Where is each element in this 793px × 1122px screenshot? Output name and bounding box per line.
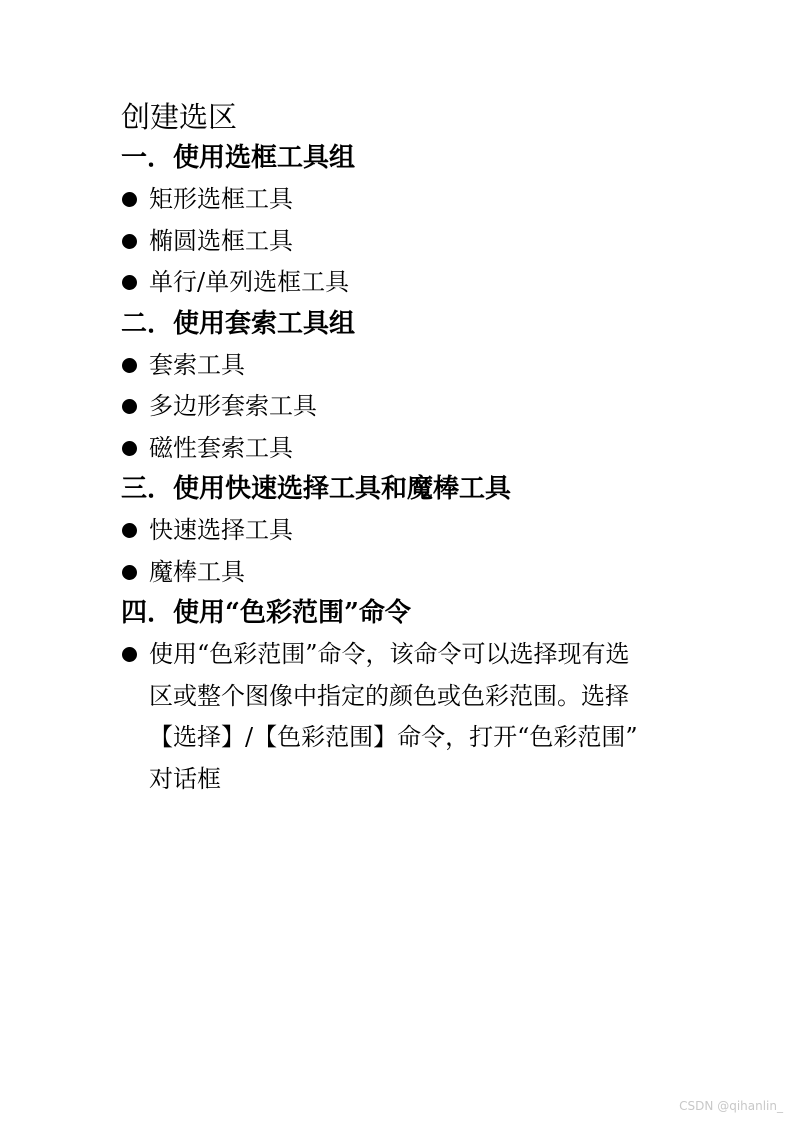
bullet-icon: [122, 523, 137, 538]
section-color-range: [121, 593, 681, 800]
list-item-text: 多边形套索工具: [149, 392, 317, 420]
section-heading: 一．使用选框工具组: [121, 143, 356, 173]
bullet-icon: [122, 441, 137, 456]
list-item: [121, 510, 681, 552]
bullet-icon: [122, 234, 137, 249]
list-item: [121, 179, 681, 221]
list-item: [121, 262, 681, 304]
bullet-list: [121, 345, 681, 470]
list-item: [121, 552, 681, 594]
document-body: [121, 96, 681, 800]
section-quick-select-tools: [121, 469, 681, 593]
watermark: CSDN @qihanlin_: [679, 1099, 783, 1113]
section-heading: 四．使用“色彩范围”命令: [121, 598, 411, 628]
list-item-text: 椭圆选框工具: [149, 226, 293, 255]
bullet-list: [121, 634, 681, 800]
bullet-icon: [122, 647, 137, 662]
list-item-text: 矩形选框工具: [149, 185, 293, 213]
paragraph-line: 【选择】/【色彩范围】命令，打开“色彩范围”: [149, 723, 638, 751]
list-item: [121, 428, 681, 470]
bullet-icon: [122, 565, 137, 580]
list-item: [121, 345, 681, 387]
bullet-icon: [122, 358, 137, 373]
paragraph-line: 使用“色彩范围”命令，该命令可以选择现有选: [149, 640, 630, 668]
document-title: 创建选区: [121, 100, 238, 134]
section-heading: 三．使用快速选择工具和魔棒工具: [121, 474, 512, 504]
list-item-text: 磁性套索工具: [149, 433, 293, 462]
bullet-icon: [122, 275, 137, 290]
paragraph-line: 对话框: [149, 764, 221, 793]
bullet-icon: [122, 192, 137, 207]
bullet-icon: [122, 399, 137, 414]
section-lasso-tools: [121, 304, 681, 470]
bullet-list: [121, 179, 681, 304]
list-item-text: 套索工具: [149, 350, 245, 379]
list-item-text: 魔棒工具: [149, 557, 245, 586]
section-heading: 二．使用套索工具组: [121, 308, 356, 339]
bullet-list: [121, 510, 681, 593]
list-item-text: 单行/单列选框工具: [149, 268, 350, 296]
list-item: [121, 221, 681, 263]
list-item: [121, 634, 681, 800]
list-item-text: 快速选择工具: [149, 516, 293, 544]
section-marquee-tools: [121, 138, 681, 304]
paragraph-line: 区或整个图像中指定的颜色或色彩范围。选择: [149, 681, 629, 710]
list-item: [121, 386, 681, 428]
